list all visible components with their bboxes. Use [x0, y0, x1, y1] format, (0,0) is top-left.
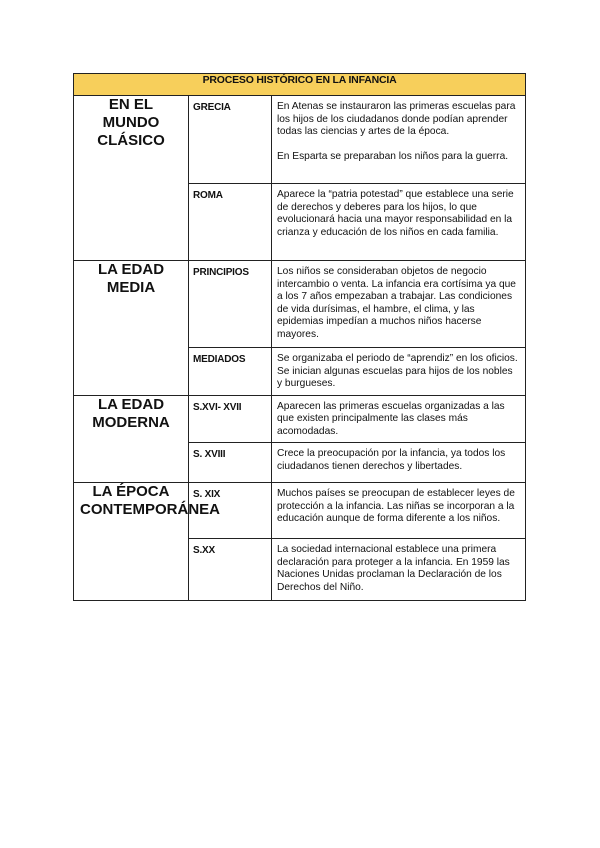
- description-paragraph: Muchos países se preocupan de establecer leyes de protección a la infancia. Las niñas se incorporan a la educación aunque de forma diferente a los niños.: [277, 488, 515, 524]
- period-description: [272, 443, 526, 483]
- period-label: PRINCIPIOS: [189, 261, 272, 348]
- period-description: [272, 261, 526, 348]
- era-name: LA ÉPOCA CONTEMPORÁNEA: [74, 483, 189, 601]
- period-description: [272, 96, 526, 184]
- period-description: [272, 395, 526, 443]
- period-description: [272, 348, 526, 396]
- table-title: PROCESO HISTÓRICO EN LA INFANCIA: [74, 74, 526, 96]
- description-paragraph: La sociedad internacional establece una primera declaración para proteger a la infancia. En 1959 las Naciones Unidas proclaman la Declaración de los Derechos del Niño.: [277, 544, 510, 593]
- period-label: S.XX: [189, 539, 272, 601]
- period-description: [272, 539, 526, 601]
- period-label: MEDIADOS: [189, 348, 272, 396]
- description-paragraph: En Esparta se preparaban los niños para la guerra.: [277, 150, 509, 162]
- period-label: S. XVIII: [189, 443, 272, 483]
- description-paragraph: Aparecen las primeras escuelas organizadas a las que existen principalmente las clases más acomodadas.: [277, 400, 505, 437]
- title-row: [74, 74, 526, 96]
- description-paragraph: Crece la preocupación por la infancia, ya todos los ciudadanos tienen derechos y libertades.: [277, 448, 506, 472]
- period-label: S.XVI- XVII: [189, 395, 272, 443]
- period-label: ROMA: [189, 184, 272, 261]
- period-description: [272, 483, 526, 539]
- description-paragraph: Los niños se consideraban objetos de negocio intercambio o venta. La infancia era cortísima ya que a los 7 años empezaban a trabajar. Las condiciones de vida durísimas, el hambre, el clima, y las epidemias impedían a muchos niños hacerse mayores.: [277, 266, 516, 340]
- table-row: [74, 483, 526, 539]
- era-name: LA EDAD MEDIA: [74, 261, 189, 396]
- description-paragraph: Aparece la “patria potestad” que establece una serie de derechos y deberes para los hijos, lo que evolucionará hacia una mayor responsabilidad en la crianza y educación de los niños en cada familia.: [277, 189, 514, 238]
- description-paragraph: Se organizaba el periodo de “aprendiz” en los oficios. Se inician algunas escuelas para hijos de los nobles y burgueses.: [277, 353, 518, 389]
- table-body: [74, 96, 526, 601]
- era-name: LA EDAD MODERNA: [74, 395, 189, 483]
- period-label: GRECIA: [189, 96, 272, 184]
- era-name: EN EL MUNDO CLÁSICO: [74, 96, 189, 261]
- table-row: [74, 395, 526, 443]
- description-paragraph: En Atenas se instauraron las primeras escuelas para los hijos de los ciudadanos donde podían aprender todas las ciencias y artes de la época.: [277, 101, 516, 137]
- table-row: [74, 96, 526, 184]
- period-description: [272, 184, 526, 261]
- table-row: [74, 261, 526, 348]
- period-label: S. XIX: [189, 483, 272, 539]
- history-table: [73, 73, 526, 601]
